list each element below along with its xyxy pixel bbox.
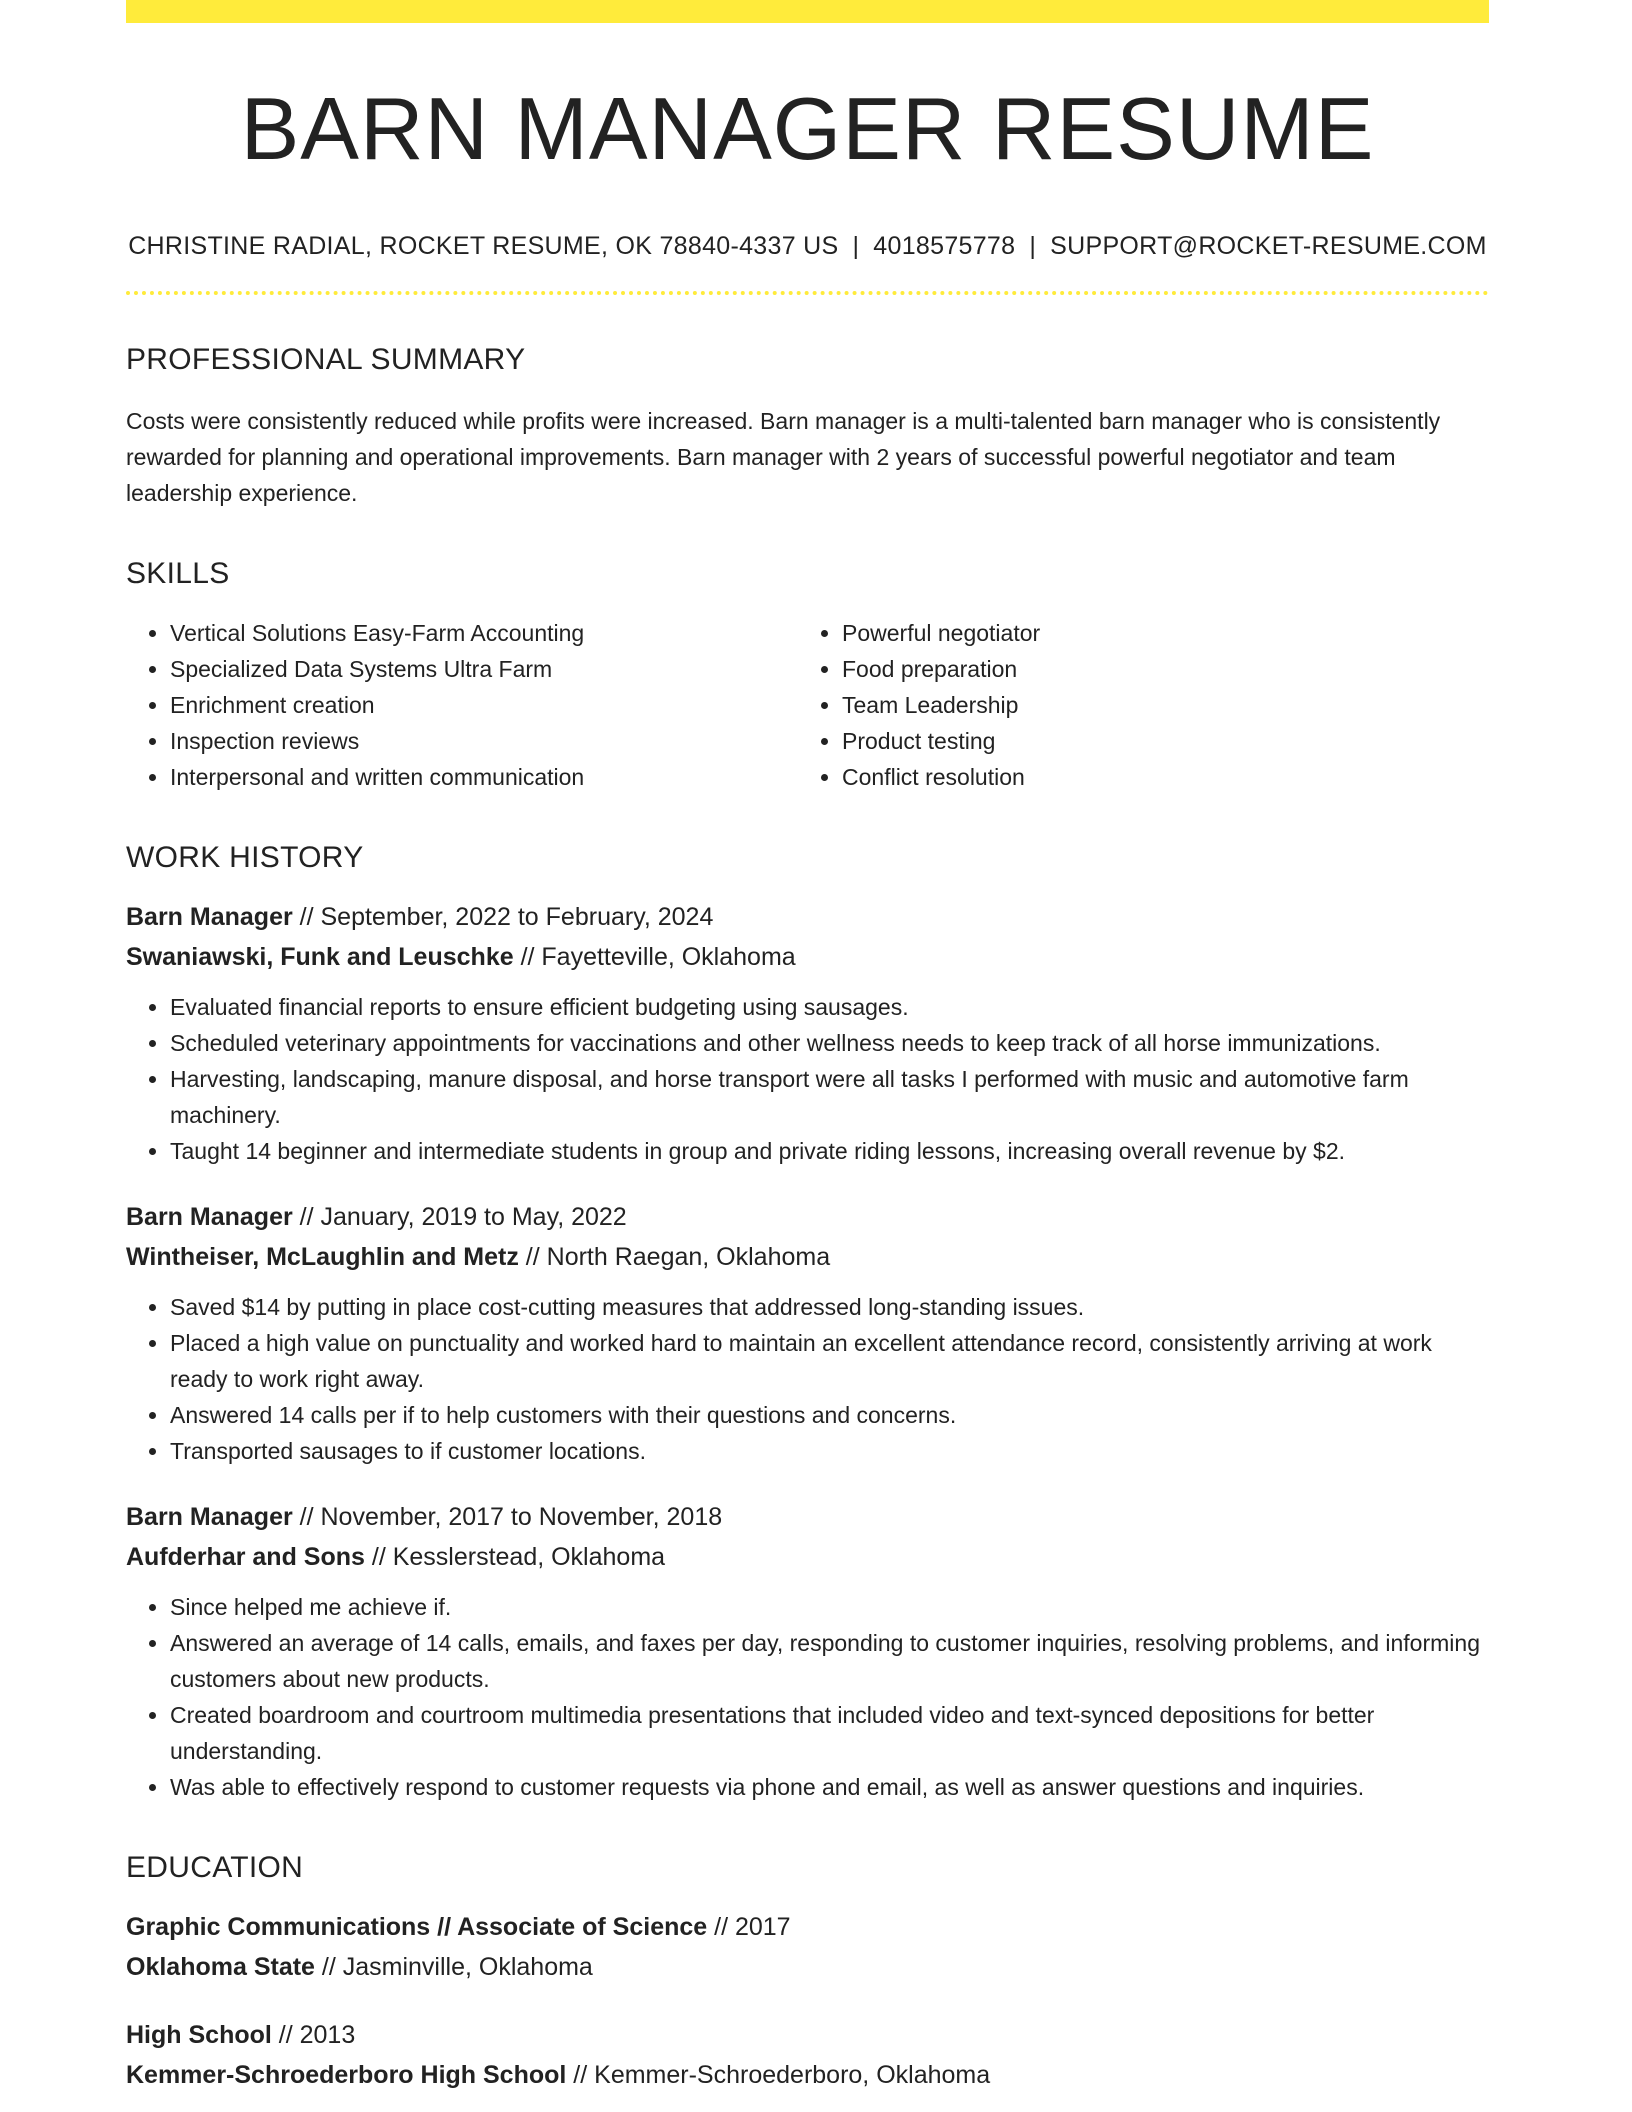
job-bullets xyxy=(126,1289,1489,1469)
education-heading: EDUCATION xyxy=(126,1850,304,1884)
job-bullet: • Harvesting, landscaping, manure disposal, and horse transport were all tasks I performed with music and automotive farm machinery. xyxy=(170,1061,1489,1133)
job-title: Barn Manager xyxy=(126,1502,293,1531)
education-year: // 2017 xyxy=(707,1912,791,1941)
education-school-line xyxy=(126,2055,1489,2095)
job-company: Swaniawski, Funk and Leuschke xyxy=(126,942,514,971)
job-dates: // September, 2022 to February, 2024 xyxy=(292,902,714,931)
summary-text: Costs were consistently reduced while profits were increased. Barn manager is a multi-talented barn manager who is consistently rewarded for planning and operational improvements. Barn manager with 2 years of successful powerful negotiator and team leadership experience. xyxy=(126,407,1441,506)
job-bullet: • Taught 14 beginner and intermediate students in group and private riding lessons, increasing overall revenue by $2. xyxy=(170,1133,1489,1169)
summary-heading: PROFESSIONAL SUMMARY xyxy=(126,342,526,376)
education-location: // Kemmer-Schroederboro, Oklahoma xyxy=(566,2060,991,2089)
job-location: // North Raegan, Oklahoma xyxy=(518,1242,831,1271)
job-company: Wintheiser, McLaughlin and Metz xyxy=(126,1242,519,1271)
resume-title: BARN MANAGER RESUME xyxy=(240,79,1375,178)
job-bullets xyxy=(126,1589,1489,1805)
education-entry xyxy=(126,2015,1489,2095)
job-location: // Kesslerstead, Oklahoma xyxy=(364,1542,666,1571)
contact-email: SUPPORT@ROCKET-RESUME.COM xyxy=(1050,231,1487,260)
job-title-line xyxy=(126,897,1489,937)
job-bullet: • Was able to effectively respond to customer requests via phone and email, as well as answer questions and inquiries. xyxy=(170,1769,1489,1805)
skill-item: • Inspection reviews xyxy=(170,723,798,759)
education-degree-line xyxy=(126,1907,1489,1947)
job-title: Barn Manager xyxy=(126,902,293,931)
skill-item: • Product testing xyxy=(842,723,1489,759)
skill-item: • Enrichment creation xyxy=(170,687,798,723)
job-dates: // January, 2019 to May, 2022 xyxy=(292,1202,627,1231)
job-bullet: • Scheduled veterinary appointments for vaccinations and other wellness needs to keep track of all horse immunizations. xyxy=(170,1025,1489,1061)
education-degree-line xyxy=(126,2015,1489,2055)
skills-column-right xyxy=(798,615,1489,795)
skill-item: • Vertical Solutions Easy-Farm Accounting xyxy=(170,615,798,651)
job-title-line xyxy=(126,1197,1489,1237)
accent-bar xyxy=(126,0,1489,23)
skill-item: • Team Leadership xyxy=(842,687,1489,723)
skill-item: • Powerful negotiator xyxy=(842,615,1489,651)
job-bullet: • Answered an average of 14 calls, emails, and faxes per day, responding to customer inquiries, resolving problems, and informing customers about new products. xyxy=(170,1625,1489,1697)
skill-item: • Food preparation xyxy=(842,651,1489,687)
education-degree: Graphic Communications // Associate of Science xyxy=(126,1912,708,1941)
job-entry xyxy=(126,1197,1489,1469)
education-location: // Jasminville, Oklahoma xyxy=(314,1952,593,1981)
job-title: Barn Manager xyxy=(126,1202,293,1231)
job-entry xyxy=(126,897,1489,1169)
skills-list xyxy=(126,615,1489,795)
education-school: Kemmer-Schroederboro High School xyxy=(126,2060,567,2089)
skill-item: • Conflict resolution xyxy=(842,759,1489,795)
skills-column-left xyxy=(126,615,798,795)
job-bullets xyxy=(126,989,1489,1169)
education-degree: High School xyxy=(126,2020,272,2049)
job-bullet: • Evaluated financial reports to ensure efficient budgeting using sausages. xyxy=(170,989,1489,1025)
contact-phone: 4018575778 xyxy=(873,231,1016,260)
job-bullet: • Answered 14 calls per if to help customers with their questions and concerns. xyxy=(170,1397,1489,1433)
contact-separator: | xyxy=(852,231,860,260)
job-bullet: • Saved $14 by putting in place cost-cutting measures that addressed long-standing issues. xyxy=(170,1289,1489,1325)
contact-address: CHRISTINE RADIAL, ROCKET RESUME, OK 78840-4337 US xyxy=(128,231,839,260)
resume-page xyxy=(126,0,1489,2095)
education-school-line xyxy=(126,1947,1489,1987)
job-bullet: • Since helped me achieve if. xyxy=(170,1589,1489,1625)
job-company: Aufderhar and Sons xyxy=(126,1542,365,1571)
job-bullet: • Created boardroom and courtroom multimedia presentations that included video and text-synced depositions for better understanding. xyxy=(170,1697,1489,1769)
job-location: // Fayetteville, Oklahoma xyxy=(513,942,796,971)
job-bullet: • Transported sausages to if customer locations. xyxy=(170,1433,1489,1469)
skill-item: • Specialized Data Systems Ultra Farm xyxy=(170,651,798,687)
job-title-line xyxy=(126,1497,1489,1537)
job-bullet: • Placed a high value on punctuality and worked hard to maintain an excellent attendance record, consistently arriving at work ready to work right away. xyxy=(170,1325,1489,1397)
skill-item: • Interpersonal and written communication xyxy=(170,759,798,795)
education-school: Oklahoma State xyxy=(126,1952,315,1981)
education-year: // 2013 xyxy=(271,2020,356,2049)
job-company-line xyxy=(126,937,1489,977)
job-entry xyxy=(126,1497,1489,1805)
education-entry xyxy=(126,1907,1489,1987)
job-company-line xyxy=(126,1237,1489,1277)
job-dates: // November, 2017 to November, 2018 xyxy=(292,1502,723,1531)
skills-heading: SKILLS xyxy=(126,556,230,590)
job-company-line xyxy=(126,1537,1489,1577)
contact-separator: | xyxy=(1029,231,1037,260)
work-history-heading: WORK HISTORY xyxy=(126,840,364,874)
section-divider xyxy=(126,291,1489,295)
contact-line xyxy=(126,232,1489,261)
